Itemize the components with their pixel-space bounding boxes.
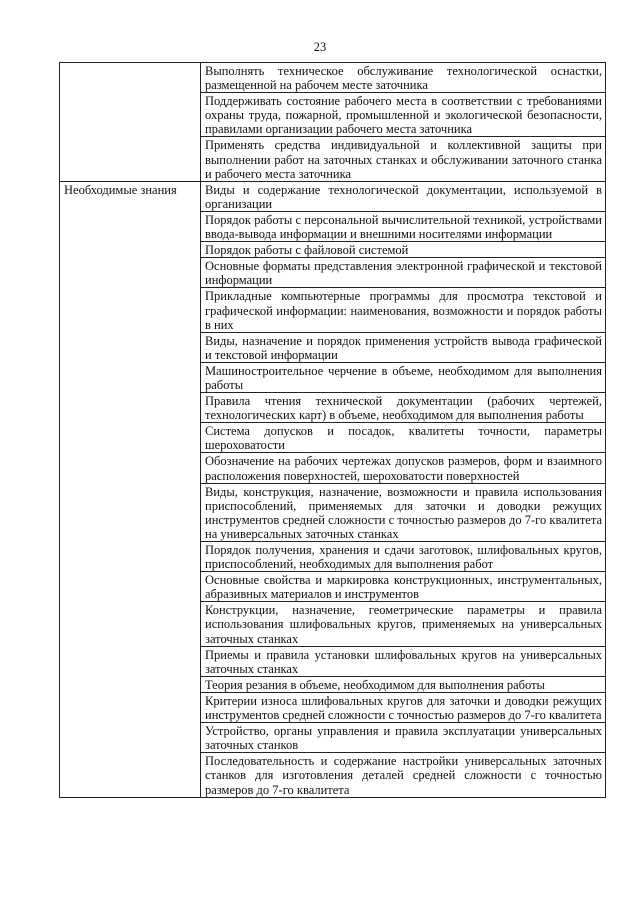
- skills-label-cell: [60, 63, 201, 182]
- knowledge-table: [59, 62, 606, 798]
- knowledge-item: Система допусков и посадок, квалитеты точности, параметры шероховатости: [201, 423, 606, 453]
- knowledge-item: Машиностроительное черчение в объеме, необходимом для выполнения работы: [201, 362, 606, 392]
- knowledge-item: Основные форматы представления электронной графической и текстовой информации: [201, 258, 606, 288]
- knowledge-item: Обозначение на рабочих чертежах допусков размеров, форм и взаимного расположения поверхностей, шероховатости поверхностей: [201, 453, 606, 483]
- knowledge-item: Порядок работы с файловой системой: [201, 242, 606, 258]
- knowledge-item: Виды, назначение и порядок применения устройств вывода графической и текстовой информации: [201, 332, 606, 362]
- skill-item: Применять средства индивидуальной и коллективной защиты при выполнении работ на заточных станках и обслуживании заточного станка и рабочего места заточника: [201, 137, 606, 181]
- table-row: [60, 181, 606, 211]
- page-number: 23: [313, 40, 327, 54]
- skill-item: Поддерживать состояние рабочего места в соответствии с требованиями охраны труда, пожарной, промышленной и экологической безопасности, правилами организации рабочего места заточника: [201, 93, 606, 137]
- knowledge-item: Виды и содержание технологической документации, используемой в организации: [201, 181, 606, 211]
- knowledge-item: Прикладные компьютерные программы для просмотра текстовой и графической информации: наименования, возможности и порядок работы в них: [201, 288, 606, 332]
- table-row: [60, 63, 606, 93]
- skill-item: Выполнять техническое обслуживание технологической оснастки, размещенной на рабочем месте заточника: [201, 63, 606, 93]
- knowledge-label-cell: Необходимые знания: [60, 181, 201, 797]
- knowledge-item: Последовательность и содержание настройки универсальных заточных станков для изготовления деталей средней сложности с точностью размеров до 7-го квалитета: [201, 753, 606, 797]
- knowledge-item: Порядок работы с персональной вычислительной техникой, устройствами ввода-вывода информации и внешними носителями информации: [201, 211, 606, 241]
- knowledge-item: Устройство, органы управления и правила эксплуатации универсальных заточных станков: [201, 723, 606, 753]
- knowledge-item: Основные свойства и маркировка конструкционных, инструментальных, абразивных материалов и инструментов: [201, 572, 606, 602]
- knowledge-item: Приемы и правила установки шлифовальных кругов на универсальных заточных станках: [201, 646, 606, 676]
- knowledge-item: Конструкции, назначение, геометрические параметры и правила использования шлифовальных кругов, применяемых на универсальных заточных станках: [201, 602, 606, 646]
- knowledge-item: Виды, конструкция, назначение, возможности и правила использования приспособлений, применяемых для заточки и доводки режущих инструментов средней сложности с точностью размеров до 7-го квалитета на универсальных заточных станках: [201, 483, 606, 541]
- knowledge-item: Критерии износа шлифовальных кругов для заточки и доводки режущих инструментов средней сложности с точностью размеров до 7-го квалитета: [201, 692, 606, 722]
- knowledge-item: Правила чтения технической документации (рабочих чертежей, технологических карт) в объеме, необходимом для выполнения работы: [201, 393, 606, 423]
- knowledge-item: Теория резания в объеме, необходимом для выполнения работы: [201, 676, 606, 692]
- knowledge-item: Порядок получения, хранения и сдачи заготовок, шлифовальных кругов, приспособлений, необходимых для выполнения работ: [201, 542, 606, 572]
